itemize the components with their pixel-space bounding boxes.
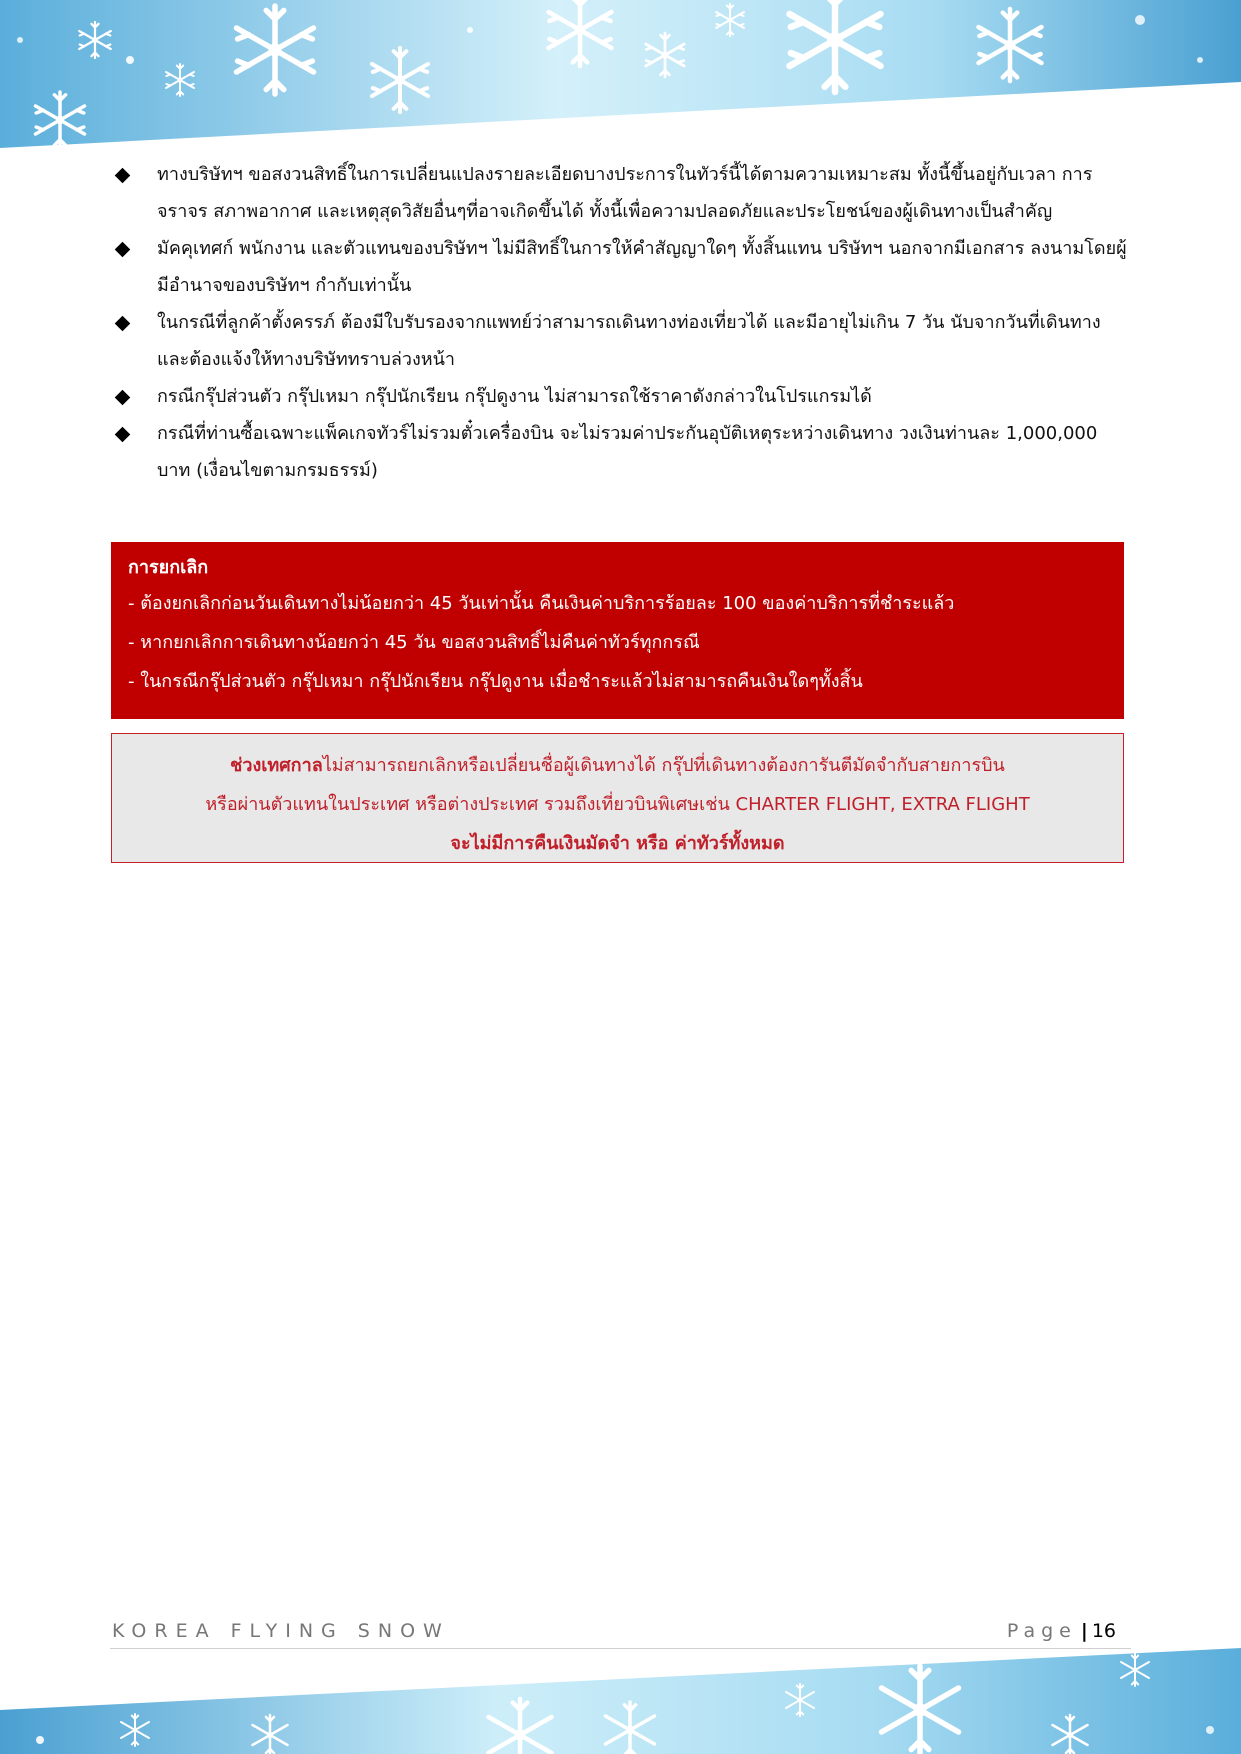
diamond-bullet-icon — [115, 390, 131, 406]
list-item — [112, 304, 1132, 378]
cancellation-title: การยกเลิก — [128, 557, 209, 578]
notice-line-1-text: ไม่สามารถยกเลิกหรือเปลี่ยนชื่อผู้เดินทางได้ กรุ๊ปที่เดินทางต้องการันตีมัดจำกับสายการบิน — [322, 755, 1005, 776]
notice-line-2: หรือผ่านตัวแทนในประเทศ หรือต่างประเทศ รวมถึงเที่ยวบินพิเศษเช่น CHARTER FLIGHT, EXTRA FLIGHT — [205, 794, 1030, 815]
cancellation-line: - ต้องยกเลิกก่อนวันเดินทางไม่น้อยกว่า 45 วันเท่านั้น คืนเงินค่าบริการร้อยละ 100 ของค่าบริการที่ชำระแล้ว — [128, 593, 955, 614]
diamond-bullet-icon — [115, 316, 131, 332]
notice-line-1 — [112, 746, 1123, 785]
page-number: 16 — [1091, 1620, 1116, 1642]
list-item-text: กรณีที่ท่านซื้อเฉพาะแพ็คเกจทัวร์ไม่รวมตั๋วเครื่องบิน จะไม่รวมค่าประกันอุบัติเหตุระหว่างเดินทาง วงเงินท่านละ 1,000,000 บาท (เงื่อนไขตามกรมธรรม์) — [157, 423, 1098, 481]
notice-line-3: จะไม่มีการคืนเงินมัดจำ หรือ ค่าทัวร์ทั้งหมด — [450, 833, 785, 854]
diamond-bullet-icon — [115, 427, 131, 443]
notice-bold-lead: ช่วงเทศกาล — [230, 755, 323, 776]
footer-tour-title: KOREA FLYING SNOW — [112, 1620, 450, 1642]
festival-notice-box — [111, 733, 1124, 863]
diamond-bullet-icon — [115, 242, 131, 258]
list-item — [112, 230, 1132, 304]
snowflake-banner-graphic — [0, 1640, 1241, 1754]
list-item-text: กรณีกรุ๊ปส่วนตัว กรุ๊ปเหมา กรุ๊ปนักเรียน กรุ๊ปดูงาน ไม่สามารถใช้ราคาดังกล่าวในโปรแกรมได้ — [157, 386, 872, 407]
snowflake-banner-graphic — [0, 0, 1241, 160]
cancellation-line: - ในกรณีกรุ๊ปส่วนตัว กรุ๊ปเหมา กรุ๊ปนักเรียน กรุ๊ปดูงาน เมื่อชำระแล้วไม่สามารถคืนเงินใดๆทั้งสิ้น — [128, 671, 863, 692]
diamond-bullet-icon — [115, 168, 131, 184]
page-indicator — [1007, 1620, 1116, 1642]
top-snowflake-banner — [0, 0, 1241, 160]
list-item-text: ในกรณีที่ลูกค้าตั้งครรภ์ ต้องมีใบรับรองจากแพทย์ว่าสามารถเดินทางท่องเที่ยวได้ และมีอายุไม่เกิน 7 วัน นับจากวันที่เดินทาง และต้องแจ้งให้ทางบริษัททราบล่วงหน้า — [157, 312, 1101, 370]
bottom-snowflake-banner — [0, 1640, 1241, 1754]
list-item-text: มัคคุเทศก์ พนักงาน และตัวแทนของบริษัทฯ ไม่มีสิทธิ์ในการให้คำสัญญาใดๆ ทั้งสิ้นแทน บริษัทฯ นอกจากมีเอกสาร ลงนามโดยผู้มีอำนาจของบริษัทฯ กำกับเท่านั้น — [157, 238, 1127, 296]
page-separator: | — [1080, 1620, 1088, 1642]
list-item — [112, 156, 1132, 230]
page-label: Page — [1006, 1620, 1077, 1642]
list-item — [112, 415, 1132, 489]
terms-bullet-list — [112, 156, 1132, 489]
list-item — [112, 378, 1132, 415]
cancellation-policy-box — [111, 542, 1124, 719]
cancellation-line: - หากยกเลิกการเดินทางน้อยกว่า 45 วัน ขอสงวนสิทธิ์ไม่คืนค่าทัวร์ทุกกรณี — [128, 632, 700, 653]
list-item-text: ทางบริษัทฯ ขอสงวนสิทธิ์ในการเปลี่ยนแปลงรายละเอียดบางประการในทัวร์นี้ได้ตามความเหมาะสม ทั้งนี้ขึ้นอยู่กับเวลา การจราจร สภาพอากาศ และเหตุสุดวิสัยอื่นๆที่อาจเกิดขึ้นได้ ทั้งนี้เพื่อความปลอดภัยและประโยชน์ของผู้เดินทางเป็นสำคัญ — [157, 164, 1093, 222]
